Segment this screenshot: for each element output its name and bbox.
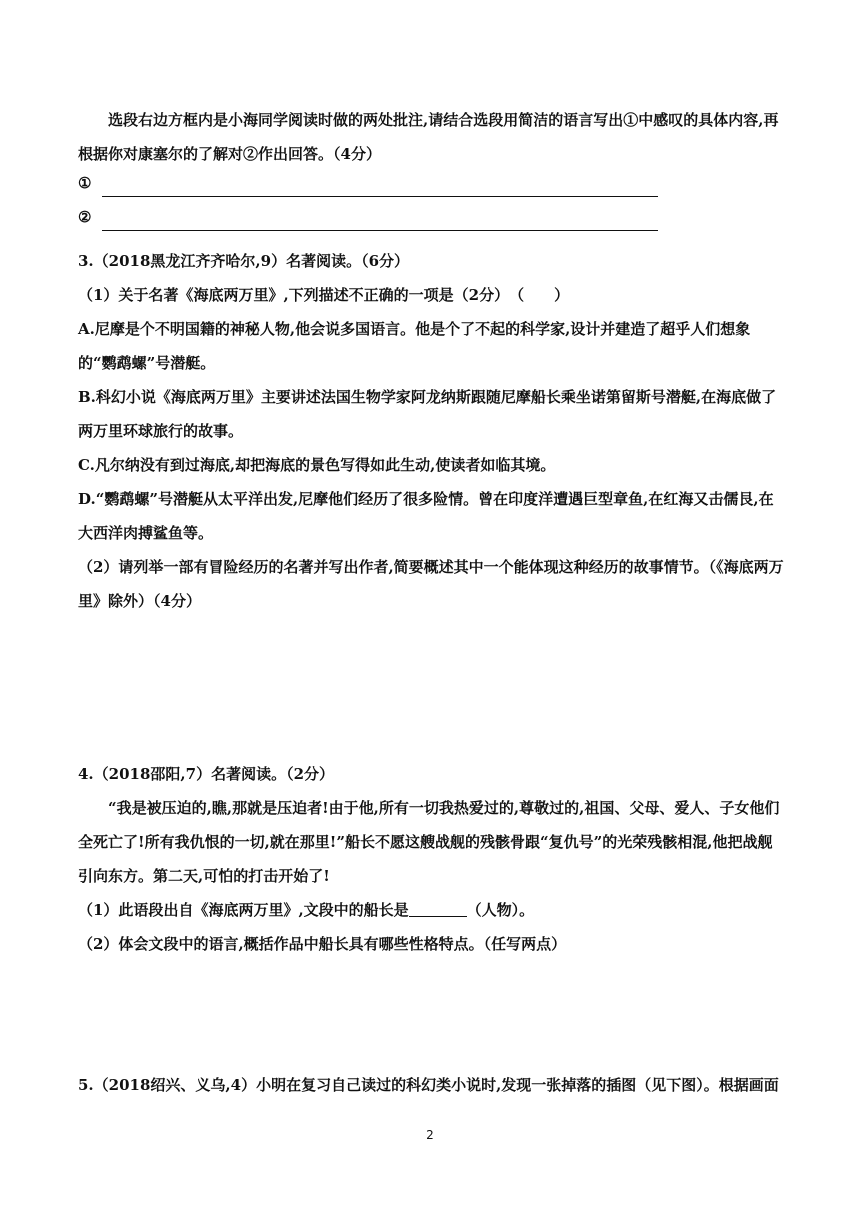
sub-1-text-before: （1）此语段出自《海底两万里》,文段中的船长是 — [78, 901, 409, 919]
intro-paragraph: 选段右边方框内是小海同学阅读时做的两处批注,请结合选段用简洁的语言写出①中感叹的具体内容,再根据你对康塞尔的了解对②作出回答。（4分） — [78, 111, 779, 163]
answer-underline[interactable] — [102, 196, 658, 197]
question-3-option-c: C.凡尔纳没有到过海底,却把海底的景色写得如此生动,使读者如临其境。 — [78, 456, 556, 474]
question-5-heading: 5.（2018绍兴、义乌,4）小明在复习自己读过的科幻类小说时,发现一张掉落的插图（见下图）。根据画面 — [78, 1076, 779, 1094]
answer-marker: ② — [78, 208, 92, 226]
answer-line-1 — [78, 174, 91, 204]
sub-1-text-after: （人物）。 — [466, 901, 535, 919]
question-4-sub-1 — [78, 893, 784, 927]
answer-underline[interactable] — [102, 230, 658, 231]
question-3-option-a: A.尼摩是个不明国籍的神秘人物,他会说多国语言。他是个了不起的科学家,设计并建造了超乎人们想象的“鹦鹉螺”号潜艇。 — [78, 320, 751, 372]
answer-marker: ① — [78, 174, 92, 192]
question-4-passage: “我是被压迫的,瞧,那就是压迫者!由于他,所有一切我热爱过的,尊敬过的,祖国、父母、爱人、子女他们全死亡了!所有我仇恨的一切,就在那里!”船长不愿这艘战舰的残骸骨跟“复仇号”的光荣残骸相混,他把战舰引向东方。第二天,可怕的打击开始了! — [78, 799, 780, 885]
blank-fill[interactable] — [409, 902, 467, 917]
question-3-sub-1: （1）关于名著《海底两万里》,下列描述不正确的一项是（2分） （ ） — [78, 286, 570, 304]
page-number: 2 — [426, 1128, 434, 1142]
question-3-heading: 3.（2018黑龙江齐齐哈尔,9）名著阅读。（6分） — [78, 252, 410, 270]
question-4-sub-2: （2）体会文段中的语言,概括作品中船长具有哪些性格特点。（任写两点） — [78, 935, 567, 953]
answer-line-2 — [78, 208, 91, 238]
question-3-sub-2: （2）请列举一部有冒险经历的名著并写出作者,简要概述其中一个能体现这种经历的故事情节。（《海底两万里》除外）（4分） — [78, 558, 784, 610]
question-3-option-b: B.科幻小说《海底两万里》主要讲述法国生物学家阿龙纳斯跟随尼摩船长乘坐诺第留斯号潜艇,在海底做了两万里环球旅行的故事。 — [78, 388, 777, 440]
question-3-option-d: D.“鹦鹉螺”号潜艇从太平洋出发,尼摩他们经历了很多险情。曾在印度洋遭遇巨型章鱼,在红海又击儒艮,在大西洋肉搏鲨鱼等。 — [78, 490, 774, 542]
question-4-heading: 4.（2018邵阳,7）名著阅读。（2分） — [78, 765, 335, 783]
